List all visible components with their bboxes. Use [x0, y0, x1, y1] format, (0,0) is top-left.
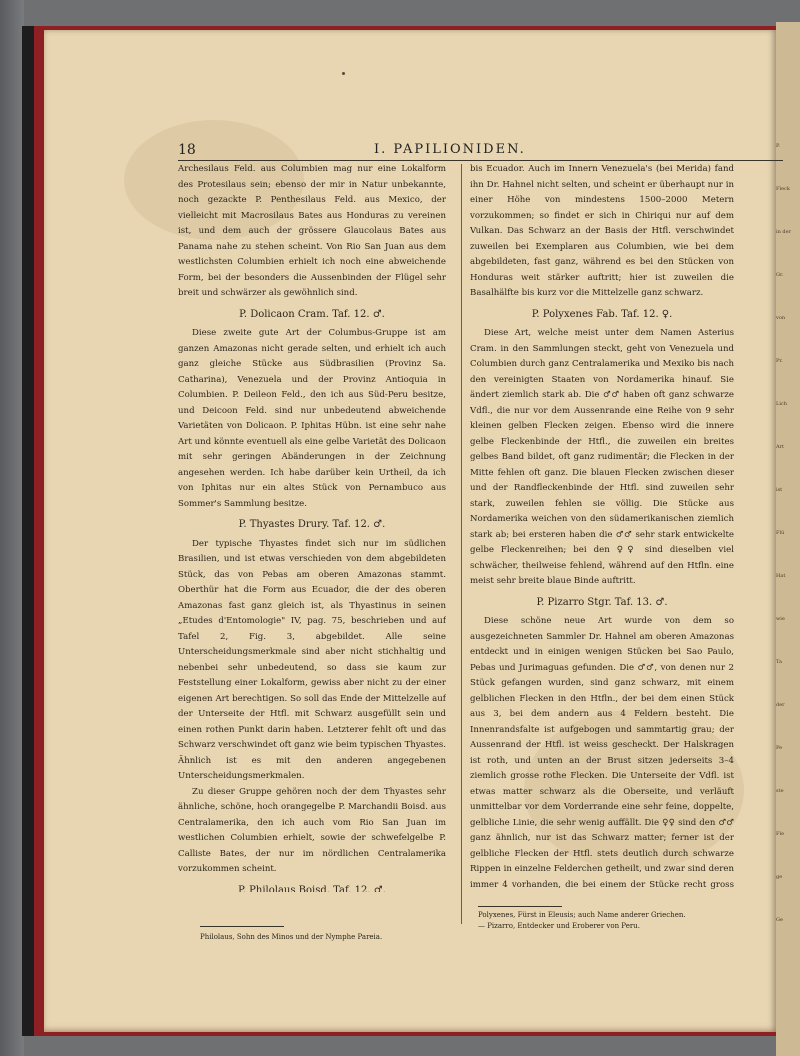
footnote-line: — Pizarro, Entdecker und Eroberer von Peru. [478, 922, 640, 930]
left-column [178, 162, 446, 892]
section-heading: P. Dolicaon Cram. Taf. 12. ♂. [239, 308, 385, 320]
header-rule [178, 160, 783, 161]
section-heading: P. Thyastes Drury. Taf. 12. ♂. [238, 519, 386, 530]
paragraph: Der typische Thyastes findet sich nur im südlichen Brasilien, und ist etwas verschieden von dem abgebildeten Stück, das von Pebas am oberen Amazonas stammt. Oberthür hat die Form aus Ecuador, die der des oberen Amazonas fast ganz gleich ist, als Thyastinus in seinen „Etudes d'Entomologie" IV, pag. 75, beschrieben und auf Tafel 2, Fig. 3, abgebildet. Alle seine Unterscheidungsmerkmale sind aber nicht stichhaltig und nebenbei sehr unbedeutend, so dass sie kaum zur Feststellung einer Lokalform, gewiss aber nicht zu der einer eigenen Art berechtigen. So soll das Ende der Mittelzelle auf der Unterseite der Htfl. mit Schwarz ausgefüllt sein und einen rothen Punkt darin haben. Letzterer fehlt oft und das Schwarz verschwindet oft ganz wie beim typischen Thyastes. Ähnlich ist es mit den anderen angegebenen Unterscheidungsmerkmalen. [178, 538, 446, 781]
paragraph: Diese schöne neue Art wurde von dem so ausgezeichneten Sammler Dr. Hahnel am oberen Amazonas entdeckt und in einigen wenigen Stücken bei Sao Paulo, Pebas und Jurimaguas gefunden. Die ♂♂, von denen nur 2 Stück gefangen wurden, sind ganz schwarz, mit einem gelblichen Flecken in den Htfln., der bei dem einen Stück aus 3, bei dem andern aus 4 Feldern besteht. Die Innenrandsfalte ist aufgebogen und sammtartig grau; der Aussenrand der Htfl. ist weiss gescheckt. Der Halskragen ist roth, und unten an der Brust sitzen jederseits 3–4 ziemlich grosse rothe Flecken. Die Unterseite der Vdfl. ist etwas matter schwarz als die Oberseite, und verläuft unmittelbar vor dem Vorderrande eine sehr feine, doppelte, gelbliche Linie, die sehr wenig auffällt. Die ♀♀ sind den ♂♂ ganz ähnlich, nur ist das Schwarz matter; ferner ist der gelbliche Flecken der Htfl. stets deutlich durch schwarze Rippen in einzelne Felderchen getheilt, und zwar sind deren immer 4 vorhanden, die bei einem der Stücke recht gross [470, 616, 734, 890]
paragraph: Archesilaus Feld. aus Columbien mag nur eine Lokalform des Protesilaus sein; ebenso der mir in Natur unbekannte, noch gezackte P. Penthesilaus Feld. aus Mexico, der vielleicht mit Macrosilaus Bates aus Honduras zu vereinen ist, und dem auch der grössere Glaucolaus Bates aus Panama nahe zu stehen scheint. Von Rio San Juan aus dem westlichsten Columbien erhielt ich noch eine abweichende Form, bei der besonders die Aussenbinden der Flügel sehr breit und schwärzer als gewöhnlich sind. [178, 164, 446, 298]
paragraph: Diese Art, welche meist unter dem Namen Asterius Cram. in den Sammlungen steckt, geht von Venezuela und Columbien durch ganz Centralamerika und Mexiko bis nach den vereinigten Staaten von Nordamerika hinauf. Sie ändert ziemlich stark ab. Die ♂♂ haben oft ganz schwarze Vdfl., die nur vor dem Aussenrande eine Reihe von 9 sehr kleinen gelben Flecken zeigen. Ebenso wird die innere gelbe Fleckenbinde der Htfl., die zuweilen ein breites gelbes Band bildet, oft ganz rudimentär; die Flecken in der Mitte fehlen oft ganz. Die blauen Flecken zwischen dieser und der Randfleckenbinde der Htfl. sind zuweilen sehr stark, zuweilen fehlen sie völlig. Die Stücke aus Nordamerika weichen von den südamerikanischen ziemlich stark ab; bei ersteren haben die ♂♂ sehr stark entwickelte gelbe Fleckenreihen; bei den ♀♀ sind dieselben viel schwächer, theilweise fehlend, während auf den Htfln. eine meist sehr breite blaue Binde auftritt. [470, 328, 734, 586]
next-page-fragment: Fleck [776, 186, 790, 192]
next-page-fragment: Pr. [776, 358, 783, 364]
ink-dot [342, 72, 345, 75]
footnote-line: Polyxenes, Fürst in Eleusis; auch Name anderer Griechen. [478, 911, 686, 919]
cover-edge [22, 26, 34, 1036]
section-heading: P. Polyxenes Fab. Taf. 12. ♀. [531, 308, 673, 320]
page-header [178, 142, 788, 160]
next-page-fragment: Hat [776, 573, 786, 579]
next-page-fragment: Art [776, 444, 785, 450]
next-page-fragment: Lich [776, 401, 787, 407]
next-page-fragment: wie [776, 616, 785, 622]
right-column [470, 162, 734, 892]
section-heading: P. Philolaus Boisd. Taf. 12. ♂. [238, 884, 386, 892]
next-page-fragment: von [776, 315, 786, 321]
section-heading: P. Pizarro Stgr. Taf. 13. ♂. [536, 596, 668, 608]
footnote-right [478, 910, 778, 932]
page-number: 18 [178, 142, 196, 158]
next-page-fragment: Fle [776, 831, 785, 837]
next-page-fragment: Ta [776, 659, 782, 665]
next-page-fragment: Pe [776, 745, 783, 751]
paragraph: Diese zweite gute Art der Columbus-Gruppe ist am ganzen Amazonas nicht gerade selten, und erhielt ich auch ganz gleiche Stücke aus Südbrasilien (Provinz Sa. Catharina), Venezuela und der Provinz Antioquia in Columbien. P. Deileon Feld., den ich aus Süd-Peru besitze, und Deicoon Feld. sind nur unbedeutend abweichende Varietäten von Dolicaon. P. Iphitas Hübn. ist eine sehr nahe Art und könnte eventuell als eine gelbe Varietät des Dolicaon mit sehr geringen Abänderungen in der Zeichnung angesehen werden. Ich habe darüber kein Urtheil, da ich von Iphitas nur ein altes Stück von Pernambuco aus Sommer's Sammlung besitze. [178, 328, 446, 509]
next-page-edge [776, 22, 800, 1056]
book-binding [0, 0, 24, 1056]
next-page-fragment: Ge [776, 917, 783, 923]
next-page-fragment: Gr. [776, 272, 784, 278]
next-page-fragment: Flü [776, 530, 785, 536]
next-page-fragment: ge [776, 874, 783, 880]
next-page-fragment: der [776, 702, 785, 708]
paragraph: Zu dieser Gruppe gehören noch der dem Thyastes sehr ähnliche, schöne, hoch orangegelbe P. Marchandii Boisd. aus Centralamerika, den ich auch vom Rio San Juan im westlichen Columbien erhielt, sowie der schwefelgelbe P. Calliste Bates, der nur im nördlichen Centralamerika vorzukommen scheint. [178, 786, 446, 874]
next-page-fragment: P. [776, 143, 780, 149]
paragraph: bis Ecuador. Auch im Innern Venezuela's (bei Merida) fand ihn Dr. Hahnel nicht selten, und scheint er überhaupt nur in einer Höhe von mindestens 1500–2000 Metern vorzukommen; so findet er sich in Chiriqui nur auf dem Vulkan. Das Schwarz an der Basis der Htfl. verschwindet zuweilen bei Exemplaren aus Columbien, wie bei dem abgebildeten, fast ganz, während es bei den Stücken von Honduras weit stärker auftritt; hier ist zuweilen die Basalhälfte bis kurz vor die Mittelzelle ganz schwarz. [470, 164, 734, 298]
footnote-rule-left [200, 926, 284, 927]
footnote-left: Philolaus, Sohn des Minos und der Nymphe Pareia. [200, 933, 383, 941]
footnote-rule-right [478, 906, 562, 907]
column-divider [461, 164, 462, 924]
running-head: I. PAPILIONIDEN. [374, 142, 526, 157]
next-page-fragment: ist [776, 487, 783, 493]
next-page-fragment: in der [776, 229, 791, 235]
next-page-fragment: ste [776, 788, 784, 794]
